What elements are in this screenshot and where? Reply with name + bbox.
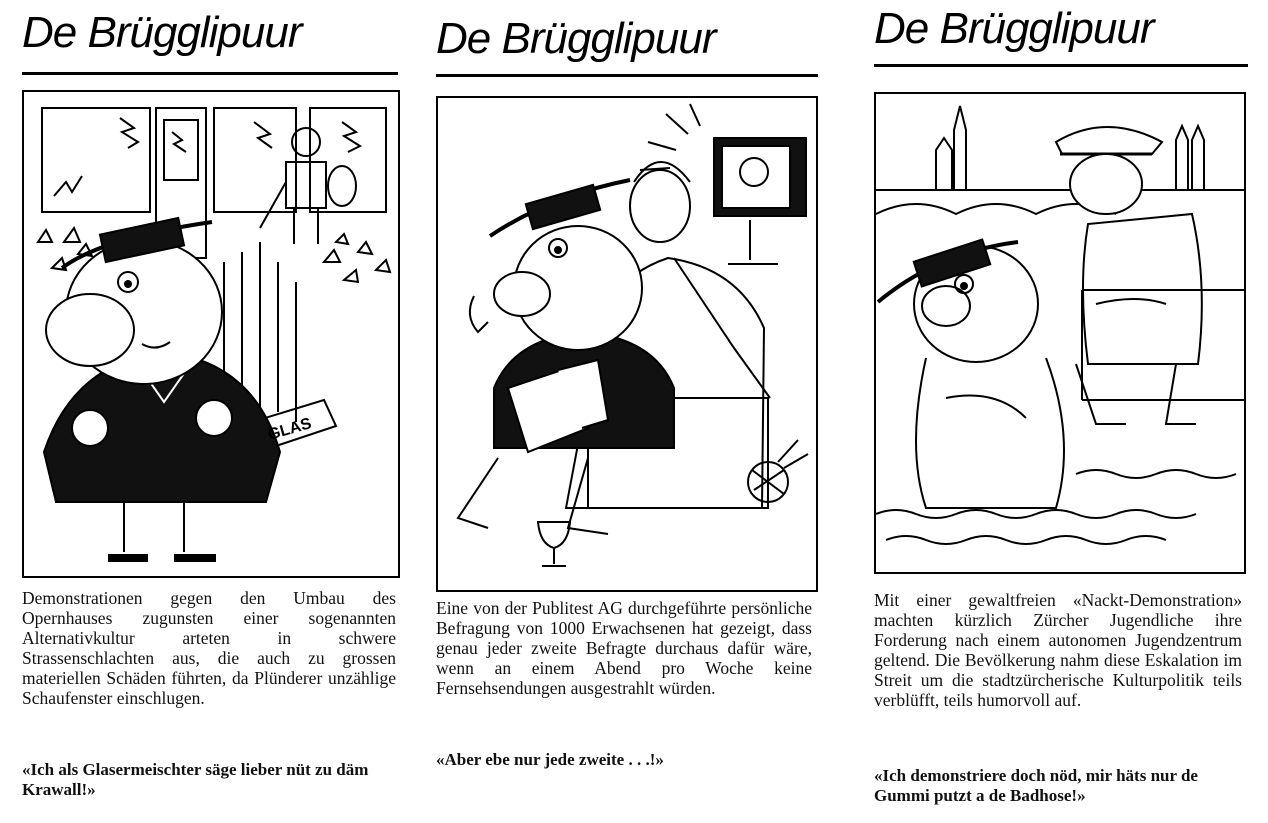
river-cartoon-drawing [876,94,1244,572]
cartoon-panel-glazier [22,90,400,578]
title-rule [874,64,1248,67]
strip-quote: «Ich demonstriere doch nöd, mir häts nur de Gummi putzt a de Badhose!» [874,766,1198,805]
strip-caption: Mit einer gewaltfreien «Nackt-Demonstration» machten kürzlich Zürcher Jugendliche ihre Forderung nach einem autonomen Jugendzentrum geltend. Die Bevölkerung nahm diese Eskalation im Streit um die stadtzürcherische Kulturpolitik teils verblüfft, teils humorvoll auf. [874,590,1242,710]
strip-title: De Brügglipuur [22,8,302,57]
strip-quote: «Ich als Glasermeischter säge lieber nüt zu däm Krawall!» [22,760,369,799]
tv-cartoon-drawing [438,98,816,590]
glazier-cartoon-drawing [24,92,398,576]
strip-title: De Brügglipuur [874,4,1154,53]
glas-sign-text: GLAS [266,415,314,444]
strip-caption: Eine von der Publitest AG durchgeführte persönliche Befragung von 1000 Erwachsenen hat gezeigt, dass genau jeder zweite Befragte durchaus dafür wäre, wenn an einem Abend pro Woche keine Fernsehsendungen ausgestrahlt würden. [436,598,812,698]
strip-caption: Demonstrationen gegen den Umbau des Opernhauses zugunsten einer sogenannten Alternativkultur arteten in schwere Strassenschlachten aus, die auch zu grossen materiellen Schäden führten, da Plünderer unzählige Schaufenster einschlugen. [22,588,396,708]
strip-title: De Brügglipuur [436,14,716,63]
title-rule [436,74,818,77]
title-rule [22,72,398,75]
cartoon-panel-river [874,92,1246,574]
strip-quote: «Aber ebe nur jede zweite . . .!» [436,750,664,769]
cartoon-panel-tv [436,96,818,592]
